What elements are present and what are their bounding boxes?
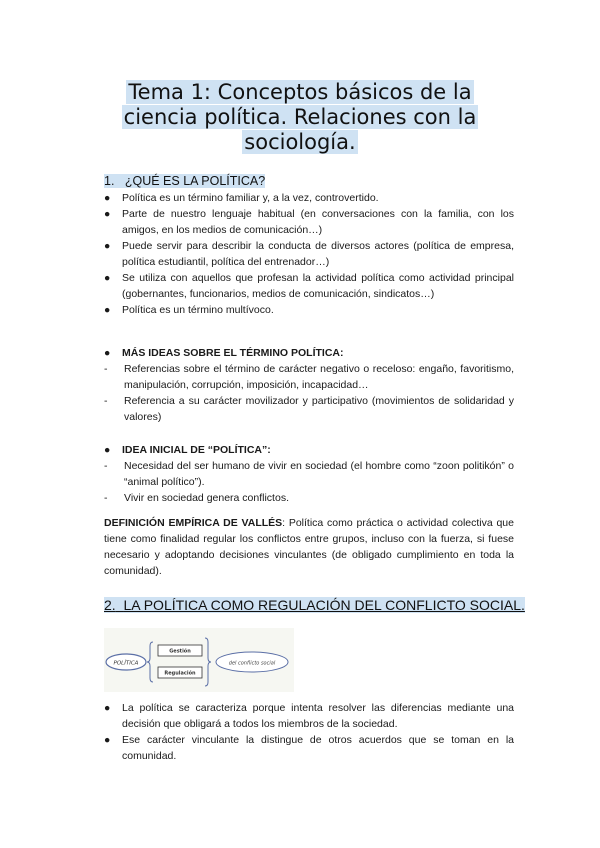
diagram-left-label: POLÍTICA	[113, 660, 139, 667]
bullet-marker: ●	[104, 240, 111, 252]
title-line-2: ciencia política. Relaciones con la	[123, 105, 477, 129]
list-item-text: Parte de nuestro lenguaje habitual (en conversaciones con la familia, con los amigos, en los medios de comunicación…)	[122, 208, 514, 236]
more-ideas-heading	[104, 345, 514, 361]
list-item-text: Ese carácter vinculante la distingue de otros acuerdos que se toman en la comunidad.	[122, 734, 514, 762]
list-item	[104, 361, 514, 393]
bullet-marker: ●	[104, 444, 111, 456]
list-item-text: Política es un término familiar y, a la vez, controvertido.	[122, 192, 379, 204]
definition-label: DEFINICIÓN EMPÍRICA DE VALLÉS	[104, 517, 283, 529]
list-item	[104, 270, 514, 302]
list-item	[104, 732, 514, 764]
bullet-marker: ●	[104, 208, 111, 220]
list-item	[104, 190, 514, 206]
list-item	[104, 238, 514, 270]
diagram-right-label: del conflicto social	[228, 660, 276, 667]
list-item	[104, 302, 514, 318]
definition-text: : Política como práctica o actividad colectiva que tiene como finalidad regular los conflictos entre grupos, incluso con la fuerza, si fuese necesario y adoptando decisiones vinculantes (de obligado cumplimiento en toda la comunidad).	[104, 517, 514, 577]
page-title	[0, 80, 600, 155]
bullet-marker: ●	[104, 272, 111, 284]
section-2-heading	[104, 597, 525, 613]
more-ideas-title: MÁS IDEAS SOBRE EL TÉRMINO POLÍTICA:	[122, 347, 344, 359]
diagram-bottom-label: Regulación	[164, 670, 196, 677]
list-item	[104, 490, 514, 506]
dash-marker: -	[104, 363, 108, 375]
list-item-text: Política es un término multívoco.	[122, 304, 274, 316]
list-item	[104, 206, 514, 238]
bullet-marker: ●	[104, 347, 111, 359]
list-item-text: Necesidad del ser humano de vivir en sociedad (el hombre como “zoon politikón” o “animal político”).	[124, 460, 514, 488]
list-item-text: Vivir en sociedad genera conflictos.	[124, 492, 289, 504]
section-1-heading	[104, 174, 265, 188]
list-item-text: Referencias sobre el término de carácter negativo o receloso: engaño, favoritismo, manipulación, corrupción, imposición, incapacidad…	[124, 363, 514, 391]
bullet-marker: ●	[104, 702, 111, 714]
list-item	[104, 700, 514, 732]
initial-idea-heading	[104, 442, 514, 458]
diagram-top-label: Gestión	[169, 648, 191, 655]
dash-marker: -	[104, 492, 108, 504]
section-1-title: ¿QUÉ ES LA POLÍTICA?	[124, 174, 266, 188]
list-item-text: Referencia a su carácter movilizador y participativo (movimientos de solidaridad y valores)	[124, 395, 514, 423]
list-item	[104, 458, 514, 490]
title-line-1: Tema 1: Conceptos básicos de la	[128, 80, 472, 104]
list-item	[104, 393, 514, 425]
right-brace	[205, 638, 211, 686]
definition-paragraph	[104, 515, 514, 579]
bullet-marker: ●	[104, 192, 111, 204]
initial-idea-title: IDEA INICIAL DE “POLÍTICA”:	[122, 444, 271, 456]
bullet-marker: ●	[104, 304, 111, 316]
section-2-title: LA POLÍTICA COMO REGULACIÓN DEL CONFLICTO SOCIAL.	[123, 597, 525, 613]
dash-marker: -	[104, 395, 108, 407]
title-line-3: sociología.	[244, 130, 356, 154]
section-2-number: 2.	[104, 597, 116, 613]
dash-marker: -	[104, 460, 108, 472]
list-item-text: La política se caracteriza porque intenta resolver las diferencias mediante una decisión que obligará a todos los miembros de la sociedad.	[122, 702, 514, 730]
left-brace	[147, 642, 153, 682]
politics-diagram	[104, 628, 294, 692]
list-item-text: Puede servir para describir la conducta de diversos actores (política de empresa, política estudiantil, política del entrenador…)	[122, 240, 514, 268]
list-item-text: Se utiliza con aquellos que profesan la actividad política como actividad principal (gobernantes, funcionarios, medios de comunicación, sindicatos…)	[122, 272, 514, 300]
diagram-svg	[104, 628, 294, 692]
bullet-marker: ●	[104, 734, 111, 746]
section-1-number: 1.	[104, 174, 115, 188]
